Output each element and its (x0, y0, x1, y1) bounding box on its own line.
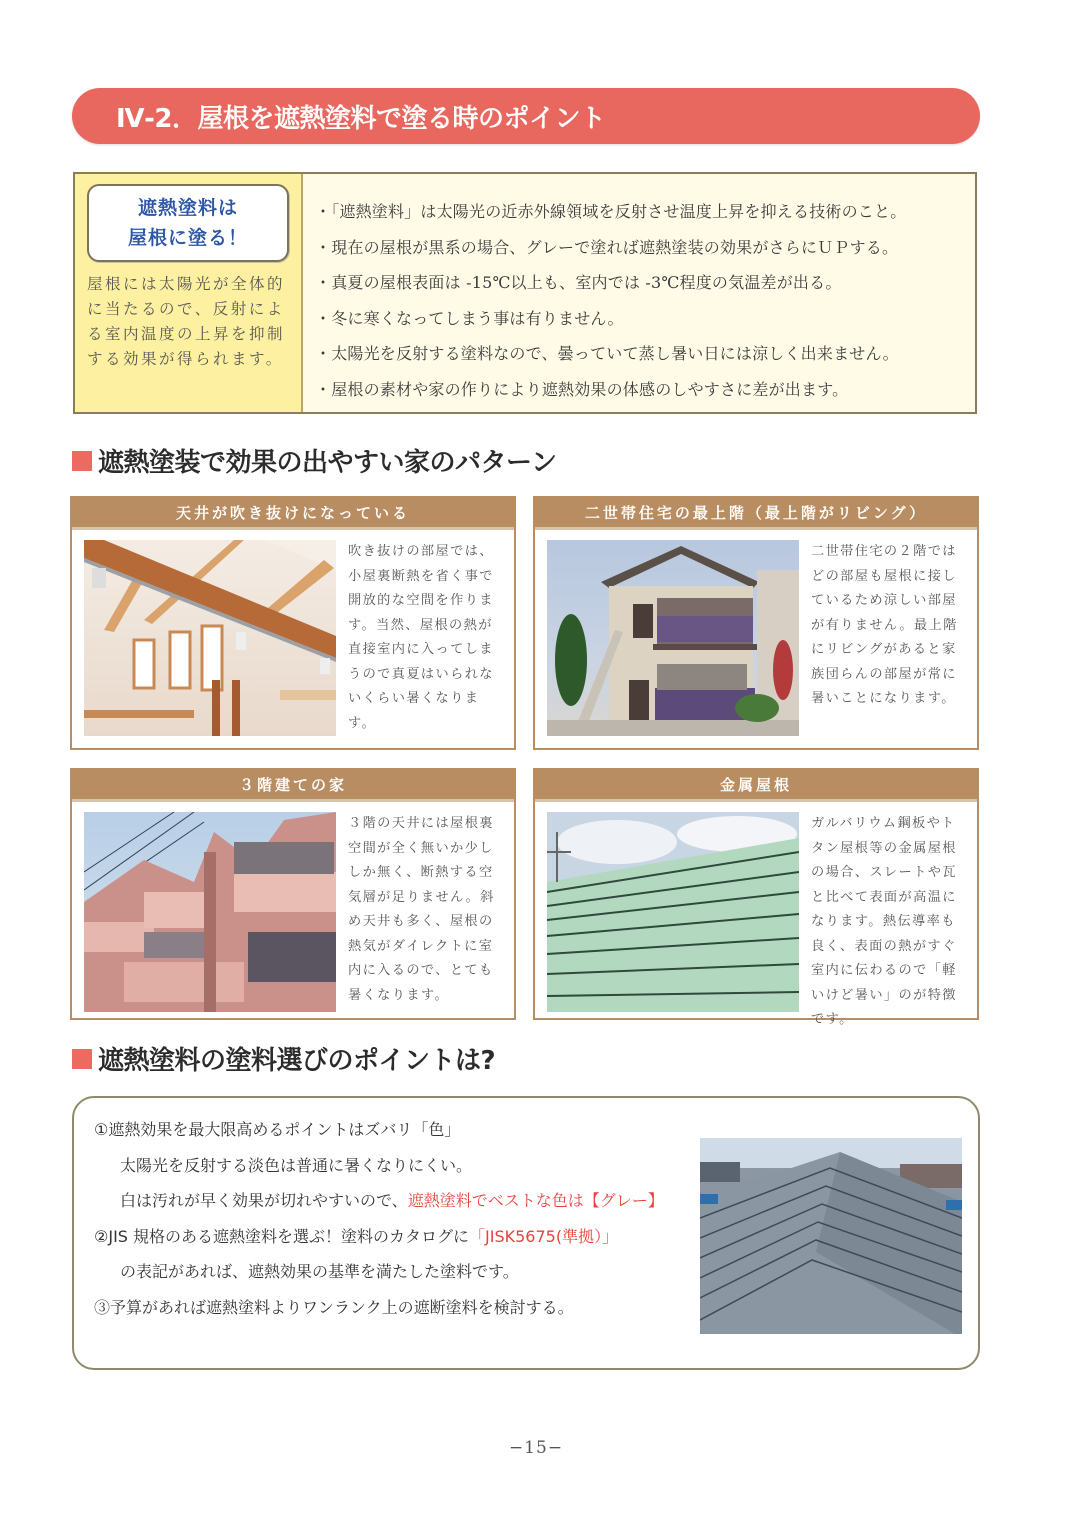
title-bar (72, 88, 980, 144)
card-title: 天井が吹き抜けになっている (175, 504, 410, 522)
square-bullet-icon (72, 1049, 92, 1069)
pattern-card-metal-roof (533, 768, 979, 1027)
highlight-text: 「JISK5675(準拠）」 (469, 1226, 619, 1246)
section-heading-text: 遮熱塗料の塗料選びのポイントは? (98, 1046, 496, 1076)
point-1-title: ①遮熱効果を最大限高めるポイントはズバリ「色」 (94, 1120, 461, 1139)
section-heading-patterns (72, 442, 556, 479)
point-2-detail: の表記があれば、遮熱効果の基準を満たした塗料です。 (120, 1262, 519, 1281)
vaulted-ceiling-photo (84, 540, 336, 736)
intro-point: ・冬に寒くなってしまう事は有りません。 (315, 308, 624, 328)
point-1-detail (94, 1183, 664, 1219)
point-1-detail: 太陽光を反射する淡色は普通に暑くなりにくい。 (120, 1155, 473, 1175)
highlight-text: 遮熱塗料でベストな色は【グレー】 (407, 1191, 664, 1210)
card-header (72, 770, 514, 802)
pattern-card-two-family-house (533, 496, 979, 750)
intro-point: ・太陽光を反射する塗料なので、曇っていて蒸し暑い日には涼しく出来ません。 (315, 344, 899, 363)
card-description: ３階の天井には屋根裏空間が全く無いか少ししか無く、断熱する空気層が足りません。斜め天井も多く、屋根の熱気がダイレクトに室内に入るので、とても暑くなります。 (348, 816, 495, 1003)
card-title: ３階建ての家 (238, 776, 347, 794)
card-title: 二世帯住宅の最上階（最上階がリビング） (584, 504, 928, 522)
intro-box (73, 172, 977, 414)
intro-badge (87, 184, 289, 262)
intro-summary: 屋根には太陽光が全体的に当たるので、反射による室内温度の上昇を抑制する効果が得られます。 (87, 275, 286, 368)
metal-roof-photo (547, 812, 799, 1012)
card-description: 吹き抜けの部屋では、小屋裏断熱を省く事で開放的な空間を作ります。当然、屋根の熱が直接室内に入ってしまうので真夏はいられないくらい暑くなります。 (348, 544, 494, 731)
card-description: ガルバリウム鋼板やトタン屋根等の金属屋根の場合、スレートや瓦と比べて表面が高温になります。熱伝導率も良く、表面の熱がすぐ室内に伝わるので「軽いけど暑い」のが特徴です。 (811, 816, 957, 1027)
intro-point: ・真夏の屋根表面は -15℃以上も、室内では -3℃程度の気温差が出る。 (315, 273, 842, 292)
card-description: 二世帯住宅の２階ではどの部屋も屋根に接しているため涼しい部屋が有りません。最上階にリビングがあると家族団らんの部屋が常に暑いことになります。 (811, 544, 958, 706)
gray-roof-photo (700, 1138, 962, 1334)
intro-point: ・「遮熱塗料」は太陽光の近赤外線領域を反射させ温度上昇を抑える技術のこと。 (315, 202, 907, 221)
pattern-card-vaulted-ceiling (70, 496, 516, 750)
card-header (535, 498, 977, 530)
square-bullet-icon (72, 451, 92, 471)
intro-point: ・屋根の素材や家の作りにより遮熱効果の体感のしやすさに差が出ます。 (315, 379, 849, 399)
point-text: 白は汚れが早く効果が切れやすいので、 (120, 1191, 408, 1210)
badge-line: 遮熱塗料は (137, 197, 238, 219)
point-3-title: ③予算があれば遮熱塗料よりワンランク上の遮断塗料を検討する。 (94, 1297, 574, 1317)
badge-line: 屋根に塗る！ (127, 227, 248, 249)
card-header (535, 770, 977, 802)
point-text: ②JIS 規格のある遮熱塗料を選ぶ！塗料のカタログに (94, 1226, 470, 1246)
card-header (72, 498, 514, 530)
page-number: −15− (508, 1438, 564, 1458)
page-title: Ⅳ-2．屋根を遮熱塗料で塗る時のポイント (116, 103, 606, 134)
card-title: 金属屋根 (719, 776, 792, 794)
pattern-card-three-story-house (70, 768, 516, 1020)
intro-points (303, 174, 975, 412)
selection-points-box (72, 1096, 980, 1370)
section-heading-selection (72, 1040, 495, 1077)
three-story-house-photo (84, 812, 336, 1012)
selection-points-list (94, 1112, 664, 1325)
intro-sidebar (75, 174, 303, 412)
section-heading-text: 遮熱塗装で効果の出やすい家のパターン (98, 448, 557, 478)
two-family-house-photo (547, 540, 799, 736)
point-2-title (94, 1219, 664, 1255)
intro-point: ・現在の屋根が黒系の場合、グレーで塗れば遮熱塗装の効果がさらにＵＰする。 (315, 237, 899, 257)
